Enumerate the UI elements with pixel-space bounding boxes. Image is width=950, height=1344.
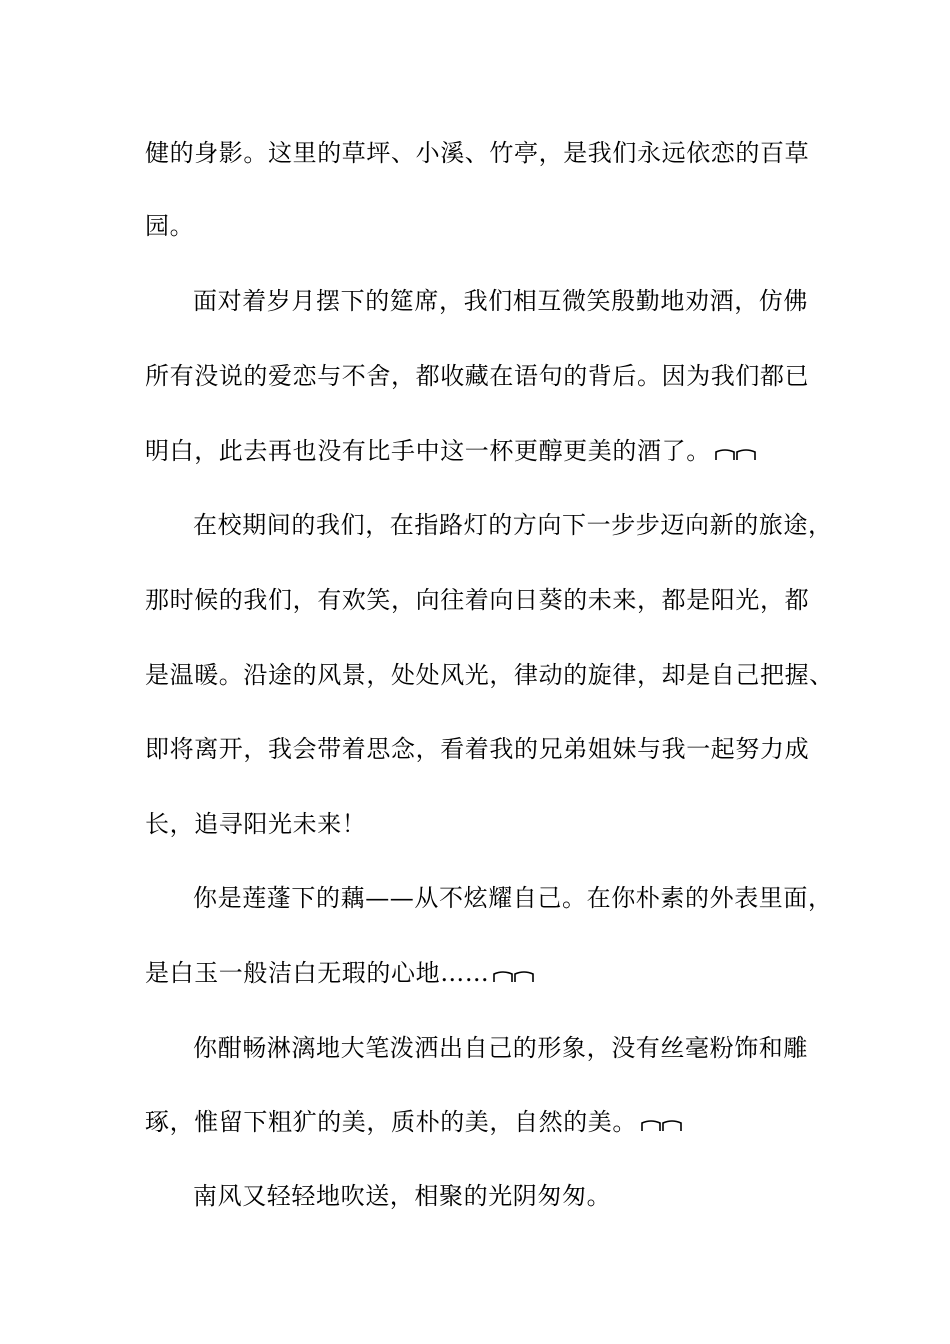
paragraph-line: 是温暖。沿途的风景，处处风光，律动的旋律，却是自己把握、	[145, 661, 834, 689]
paragraph-line-with-mark	[145, 1107, 683, 1137]
paragraph-line-text: 是白玉一般洁白无瑕的心地……	[145, 959, 490, 987]
paragraph-line: 所有没说的爱恋与不舍，都收藏在语句的背后。因为我们都已	[145, 362, 810, 390]
paragraph-line-with-mark	[145, 958, 535, 988]
paragraph-line: 即将离开，我会带着思念，看着我的兄弟姐妹与我一起努力成	[145, 735, 810, 763]
paragraph-line-text: 琢，惟留下粗犷的美，质朴的美，自然的美。	[145, 1108, 637, 1136]
paragraph-line: 你是莲蓬下的藕——从不炫耀自己。在你朴素的外表里面，	[193, 884, 833, 912]
paragraph-line: 长，追寻阳光未来！	[145, 810, 367, 838]
paragraph-line: 那时候的我们，有欢笑，向往着向日葵的未来，都是阳光，都	[145, 586, 810, 614]
paragraph-line-with-mark	[145, 436, 757, 466]
paragraph-line: 你酣畅淋漓地大笔泼洒出自己的形象，没有丝毫粉饰和雕	[193, 1034, 808, 1062]
section-mark-icon	[641, 1118, 683, 1132]
paragraph-line: 健的身影。这里的草坪、小溪、竹亭，是我们永远依恋的百草	[145, 139, 810, 167]
section-mark-icon	[493, 969, 535, 983]
paragraph-line: 南风又轻轻地吹送，相聚的光阴匆匆。	[193, 1182, 612, 1210]
paragraph-line: 面对着岁月摆下的筵席，我们相互微笑殷勤地劝酒，仿佛	[193, 287, 808, 315]
paragraph-line-text: 明白，此去再也没有比手中这一杯更醇更美的酒了。	[145, 437, 711, 465]
section-mark-icon	[715, 447, 757, 461]
paragraph-line: 园。	[145, 212, 195, 240]
paragraph-line: 在校期间的我们，在指路灯的方向下一步步迈向新的旅途，	[193, 511, 833, 539]
